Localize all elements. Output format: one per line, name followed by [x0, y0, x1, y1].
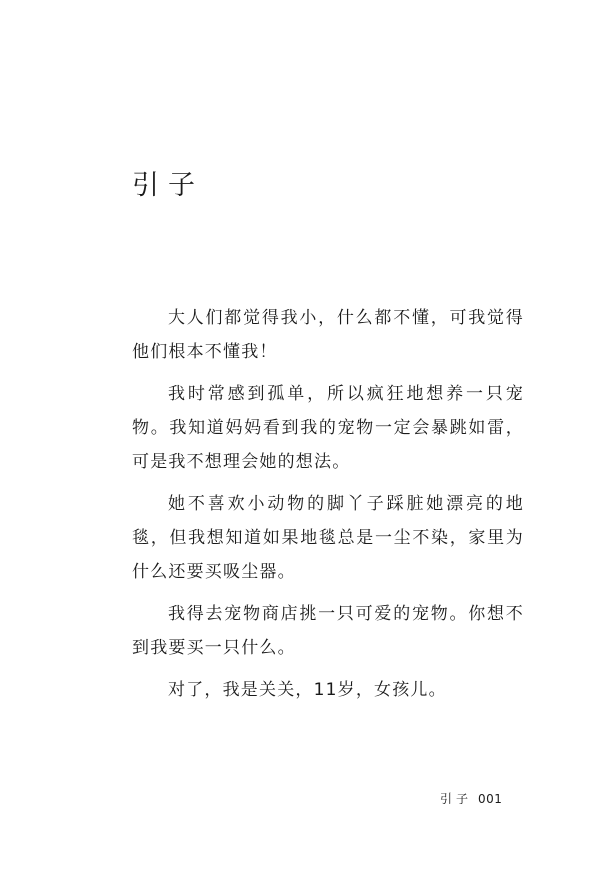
paragraph: 我时常感到孤单，所以疯狂地想养一只宠物。我知道妈妈看到我的宠物一定会暴跳如雷，可是我不想理会她的想法。	[132, 384, 524, 472]
running-header-chapter: 引子	[440, 792, 473, 806]
paragraph: 大人们都觉得我小，什么都不懂，可我觉得他们根本不懂我！	[132, 308, 524, 362]
paragraph: 对了，我是关关，11岁，女孩儿。	[168, 680, 447, 700]
chapter-title: 引子	[132, 170, 204, 201]
chapter-body	[132, 301, 524, 715]
page-footer	[440, 790, 530, 808]
paragraph: 我得去宠物商店挑一只可爱的宠物。你想不到我要买一只什么。	[132, 604, 524, 658]
paragraph: 她不喜欢小动物的脚丫子踩脏她漂亮的地毯，但我想知道如果地毯总是一尘不染，家里为什么还要买吸尘器。	[132, 494, 524, 582]
page-number: 001	[478, 792, 503, 806]
